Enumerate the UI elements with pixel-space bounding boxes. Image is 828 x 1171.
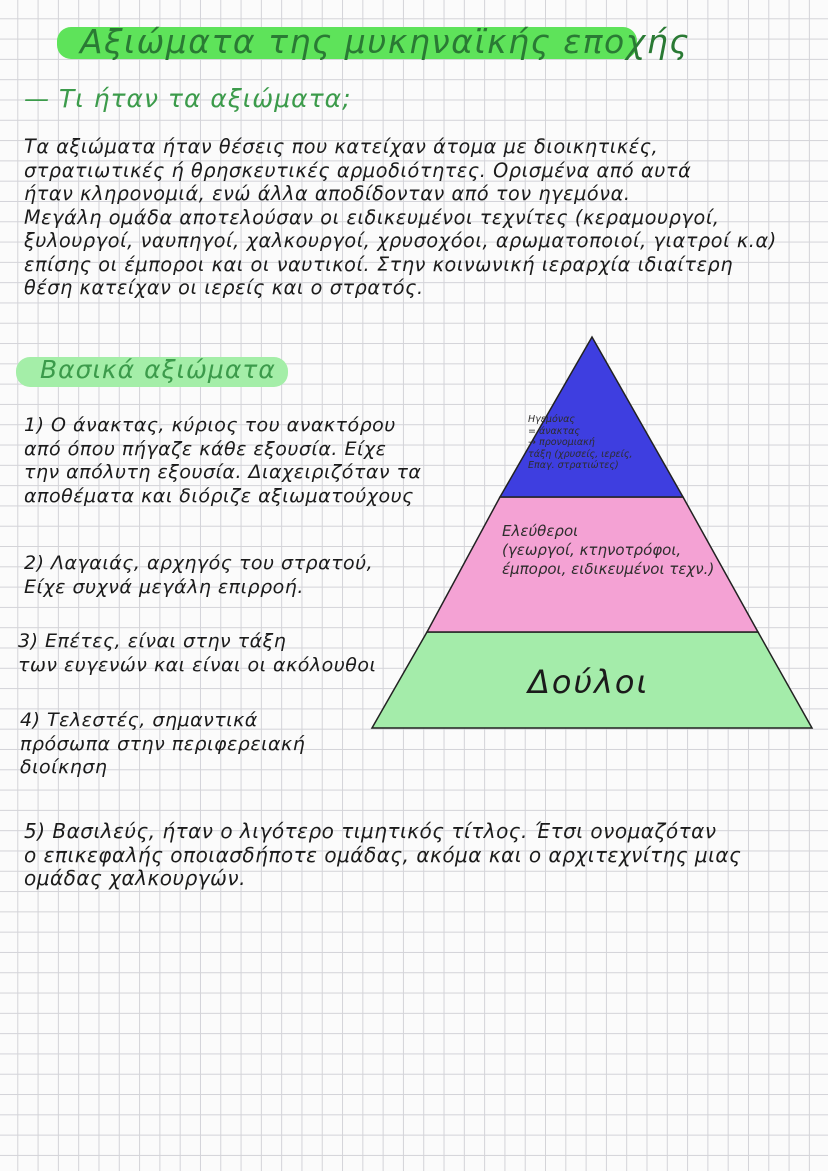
- list-item-line: την απόλυτη εξουσία. Διαχειριζόταν τα: [24, 461, 422, 483]
- list-item-line: αποθέματα και διόριζε αξιωματούχους: [24, 484, 414, 507]
- pyramid-top-label: [528, 414, 633, 472]
- list-item-line: των ευγενών και είναι οι ακόλουθοι: [18, 653, 377, 676]
- pyramid-middle-line: έμποροι, ειδικευμένοι τεχν.): [502, 560, 715, 578]
- section-title: Βασικά αξιώματα: [40, 355, 276, 384]
- list-item-epetes: [18, 630, 376, 677]
- list-item-anaktas: [24, 414, 421, 508]
- intro-line: ξυλουργοί, ναυπηγοί, χαλκουργοί, χρυσοχόοι, αρωματοποιοί, γιατροί κ.α): [24, 229, 777, 252]
- intro-line: στρατιωτικές ή θρησκευτικές αρμοδιότητες. Ορισμένα από αυτά: [24, 158, 692, 182]
- list-item-line: Είχε συχνά μεγάλη επιρροή.: [24, 575, 304, 598]
- list-item-lagaias: [24, 552, 373, 599]
- list-item-line: 1) Ο άνακτας, κύριος του ανακτόρου: [24, 414, 396, 436]
- list-item-line: 3) Επέτες, είναι στην τάξη: [18, 630, 287, 652]
- list-item-line: πρόσωπα στην περιφερειακή: [20, 732, 306, 755]
- pyramid-top-line: → προνομιακή: [528, 437, 595, 448]
- intro-line: ήταν κληρονομιά, ενώ άλλα αποδίδονταν από τον ηγεμόνα.: [24, 182, 631, 205]
- pyramid-top-line: Ηγεμόνας: [528, 414, 575, 425]
- list-item-line: ο επικεφαλής οποιασδήποτε ομάδας, ακόμα και ο αρχιτεχνίτης μιας: [24, 842, 742, 867]
- pyramid-top-line: τάξη (χρυσείς, ιερείς,: [528, 448, 633, 460]
- intro-line: θέση κατείχαν οι ιερείς και ο στρατός.: [24, 276, 424, 299]
- subheading: — Τι ήταν τα αξιώματα;: [24, 84, 352, 113]
- list-item-basileus: [24, 820, 824, 891]
- pyramid-middle-line: (γεωργοί, κτηνοτρόφοι,: [502, 541, 682, 559]
- list-item-line: ομάδας χαλκουργών.: [24, 866, 246, 890]
- list-item-line: 2) Λαγαιάς, αρχηγός του στρατού,: [24, 552, 374, 574]
- list-item-line: από όπου πήγαζε κάθε εξουσία. Είχε: [24, 437, 387, 460]
- intro-line: επίσης οι έμποροι και οι ναυτικοί. Στην κοινωνική ιεραρχία ιδιαίτερη: [24, 252, 734, 276]
- list-item-line: διοίκηση: [20, 756, 108, 778]
- pyramid-middle-line: Ελεύθεροι: [502, 522, 579, 540]
- page-title: Αξιώματα της μυκηναϊκής εποχής: [80, 22, 691, 61]
- pyramid-middle-label: [502, 522, 714, 579]
- pyramid-top-line: Επαγ. στρατιώτες): [528, 460, 619, 471]
- list-item-line: 5) Βασιλεύς, ήταν ο λιγότερο τιμητικός τίτλος. Έτσι ονομαζόταν: [24, 819, 717, 843]
- pyramid-top-line: = άνακτας: [528, 425, 580, 437]
- intro-line: Μεγάλη ομάδα αποτελούσαν οι ειδικευμένοι τεχνίτες (κεραμουργοί,: [24, 205, 720, 229]
- pyramid-bottom-label: Δούλοι: [528, 663, 650, 701]
- list-item-telestes: [20, 709, 305, 780]
- list-item-line: 4) Τελεστές, σημαντικά: [20, 709, 258, 731]
- intro-line: Τα αξιώματα ήταν θέσεις που κατείχαν άτομα με διοικητικές,: [24, 135, 659, 158]
